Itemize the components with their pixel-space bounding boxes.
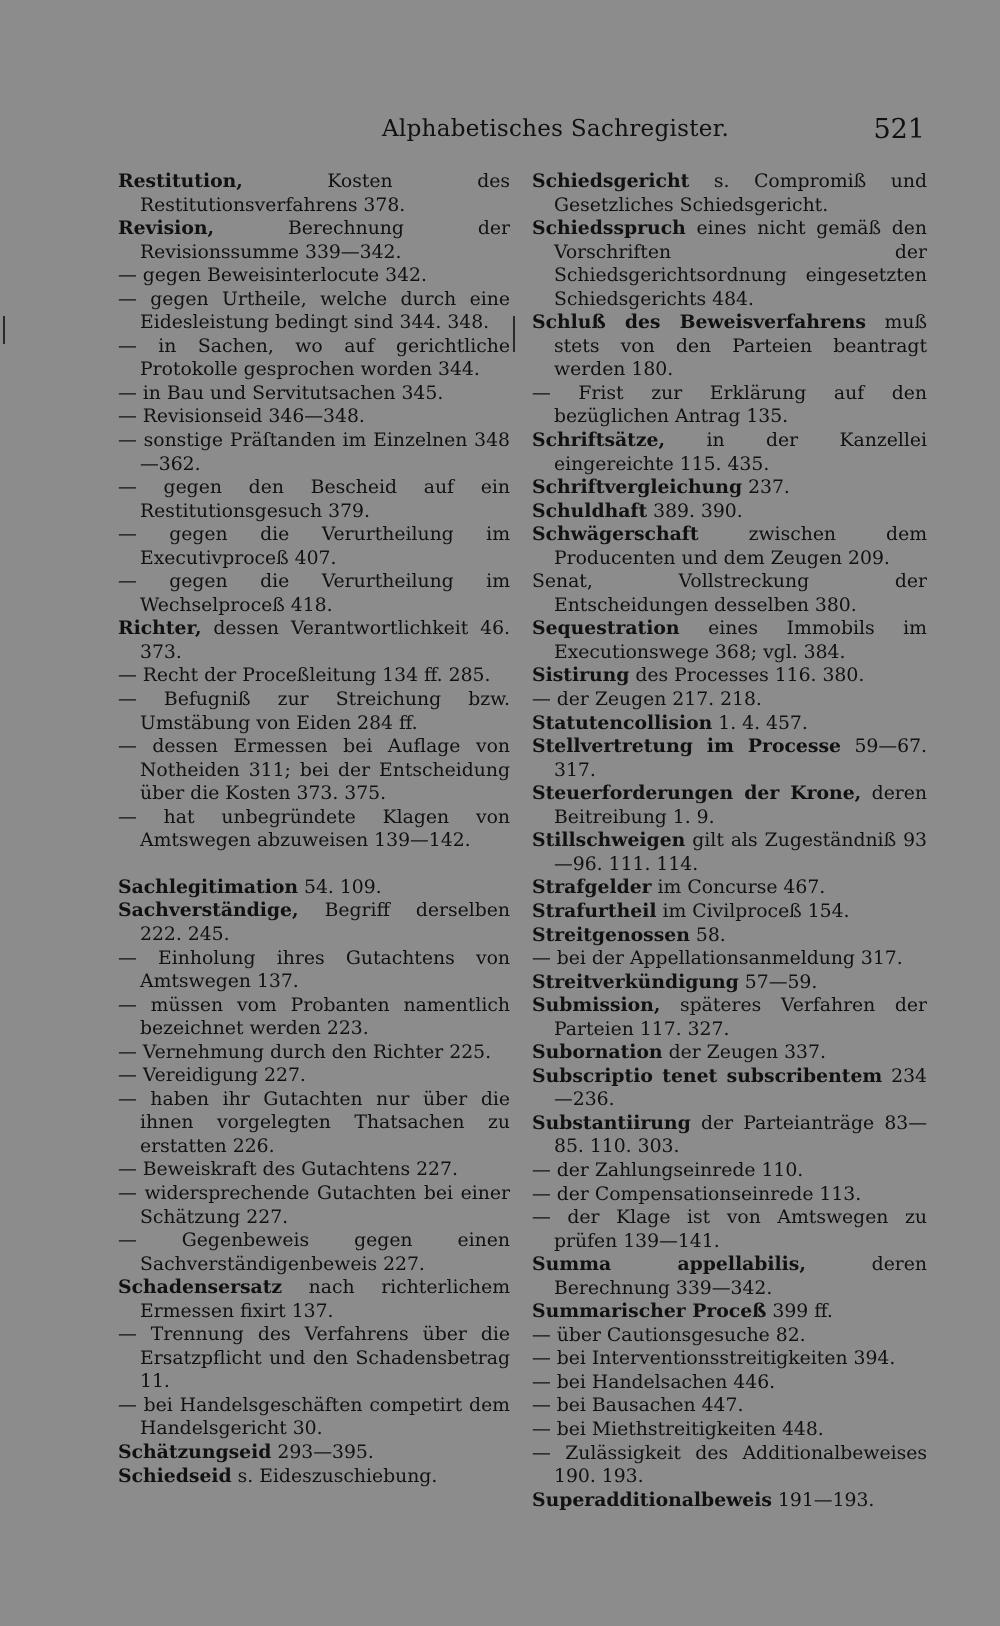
- index-entry: [118, 429, 510, 476]
- index-entry: [532, 217, 927, 311]
- index-entry-text: — in Sachen, wo auf gerichtliche Protokolle gesprochen worden 344.: [118, 335, 510, 381]
- index-entry-text: — über Cautionsgesuche 82.: [532, 1324, 806, 1346]
- index-entry-text: dessen Verantwortlichkeit 46. 373.: [140, 618, 510, 663]
- index-entry-text: eines Immobils im Executionswege 368; vgl. 384.: [554, 618, 927, 663]
- index-entry-text: — Beweiskraft des Gutachtens 227.: [118, 1159, 458, 1181]
- index-entry-text: im Concurse 467.: [651, 877, 826, 899]
- index-entry: [532, 924, 927, 948]
- index-headword: Summarischer Proceß: [532, 1300, 767, 1323]
- index-headword: Subornation: [532, 1041, 663, 1064]
- index-entry: [532, 500, 927, 524]
- index-entry: [118, 217, 510, 264]
- index-entry-text: — Einholung ihres Gutachtens von Amtswegen 137.: [118, 947, 510, 993]
- index-entry-text: — haben ihr Gutachten nur über die ihnen vorgelegten Thatsachen zu erstatten 226.: [118, 1088, 510, 1157]
- index-headword: Stillschweigen: [532, 829, 686, 852]
- index-entry: [118, 994, 510, 1041]
- index-entry: [532, 688, 927, 712]
- index-entry: [532, 617, 927, 664]
- index-entry: [532, 1371, 927, 1395]
- index-entry: [118, 523, 510, 570]
- index-entry: [532, 570, 927, 617]
- index-headword: Schiedseid: [118, 1464, 232, 1487]
- index-entry: [532, 1324, 927, 1348]
- index-entry: [118, 1064, 510, 1088]
- index-headword: Steuerforderungen der Krone,: [532, 782, 862, 805]
- index-headword: Sachverständige,: [118, 899, 299, 922]
- index-entry: [532, 1394, 927, 1418]
- index-column-left: [118, 170, 510, 1488]
- index-entry: [118, 664, 510, 688]
- index-entry-text: des Processes 116. 380.: [629, 665, 865, 687]
- index-entry: [532, 382, 927, 429]
- index-column-right: [532, 170, 927, 1512]
- index-entry: [532, 523, 927, 570]
- index-entry: [118, 617, 510, 664]
- index-entry-text: 58.: [689, 924, 726, 946]
- index-entry-text: 191—193.: [771, 1489, 875, 1511]
- page-header: [120, 112, 925, 152]
- index-entry: [532, 876, 927, 900]
- index-headword: Submission,: [532, 994, 661, 1017]
- index-entry: [118, 1158, 510, 1182]
- index-entry: [532, 971, 927, 995]
- index-entry-text: — hat unbegründete Klagen von Amtswegen abzuweisen 139—142.: [118, 806, 510, 852]
- index-entry: [118, 1229, 510, 1276]
- index-entry-text: — in Bau und Servitutsachen 345.: [118, 382, 444, 404]
- index-entry-text: — bei der Appellationsanmeldung 317.: [532, 948, 903, 970]
- index-entry-text: — gegen die Verurtheilung im Wechselproceß 418.: [118, 571, 510, 616]
- index-entry: [118, 288, 510, 335]
- index-entry-text: deren Beitreibung 1. 9.: [554, 783, 927, 828]
- index-entry: [118, 1465, 510, 1489]
- index-entry-text: 59—67. 317.: [554, 736, 927, 781]
- index-headword: Strafgelder: [532, 876, 652, 899]
- index-entry-text: 57—59.: [738, 971, 818, 993]
- index-entry: [118, 1394, 510, 1441]
- index-entry-text: — Zulässigkeit des Additionalbeweises 190. 193.: [532, 1442, 927, 1488]
- index-headword: Substantiirung: [532, 1111, 691, 1134]
- index-entry: [532, 1489, 927, 1513]
- index-entry-text: s. Compromiß und Gesetzliches Schiedsgericht.: [554, 171, 927, 216]
- index-entry-text: 399 ff.: [766, 1301, 833, 1323]
- index-entry: [118, 947, 510, 994]
- index-entry: [118, 1441, 510, 1465]
- index-entry-text: nach richterlichem Ermessen fixirt 137.: [140, 1277, 510, 1322]
- index-entry-text: — der Zeugen 217. 218.: [532, 689, 762, 711]
- index-entry: [118, 170, 510, 217]
- index-entry-text: — Recht der Proceßleitung 134 ff. 285.: [118, 665, 491, 687]
- index-entry: [532, 1206, 927, 1253]
- index-entry-text: 1. 4. 457.: [712, 712, 808, 734]
- index-entry: [118, 1276, 510, 1323]
- index-entry-text: — Vereidigung 227.: [118, 1065, 306, 1087]
- index-entry-text: — der Compensationseinrede 113.: [532, 1183, 862, 1205]
- index-entry: [118, 405, 510, 429]
- index-entry-text: Kosten des Restitutionsverfahrens 378.: [140, 171, 510, 216]
- index-entry: [118, 1088, 510, 1159]
- index-entry: [532, 170, 927, 217]
- index-headword: Revision,: [118, 217, 215, 240]
- index-headword: Summa appellabilis,: [532, 1253, 806, 1276]
- index-entry: [118, 735, 510, 806]
- index-headword: Schiedsspruch: [532, 217, 686, 240]
- index-headword: Schluß des Beweisverfahrens: [532, 311, 866, 334]
- index-entry-text: der Parteianträge 83—85. 110. 303.: [554, 1112, 927, 1158]
- index-entry-text: — gegen Urtheile, welche durch eine Eidesleistung bedingt sind 344. 348.: [118, 288, 510, 334]
- index-headword: Sachlegitimation: [118, 875, 299, 898]
- page-number: 521: [873, 114, 925, 145]
- index-entry-text: — bei Handelsachen 446.: [532, 1371, 776, 1393]
- index-entry-text: 293—395.: [271, 1441, 374, 1463]
- index-headword: Schätzungseid: [118, 1440, 272, 1463]
- index-entry: [118, 1323, 510, 1394]
- index-entry-text: — Revisionseid 346—348.: [118, 406, 365, 428]
- index-entry: [532, 664, 927, 688]
- index-entry: [118, 688, 510, 735]
- index-headword: Schadensersatz: [118, 1276, 283, 1299]
- index-entry-text: deren Berechnung 339—342.: [554, 1254, 927, 1299]
- index-entry: [532, 735, 927, 782]
- index-entry-text: Begriff derselben 222. 245.: [140, 900, 510, 945]
- index-entry-text: — widersprechende Gutachten bei einer Schätzung 227.: [118, 1182, 510, 1228]
- index-entry: [532, 1065, 927, 1112]
- index-headword: Schriftsätze,: [532, 429, 666, 452]
- index-entry-text: Berechnung der Revisionssumme 339—342.: [140, 218, 510, 263]
- index-entry: [532, 1418, 927, 1442]
- running-title: Alphabetisches Sachregister.: [382, 116, 730, 142]
- index-headword: Schwägerschaft: [532, 523, 699, 546]
- index-entry: [532, 1300, 927, 1324]
- index-entry-text: zwischen dem Producenten und dem Zeugen 209.: [554, 524, 927, 569]
- index-entry-text: — bei Bausachen 447.: [532, 1395, 744, 1417]
- index-entry: [532, 782, 927, 829]
- index-entry-text: — bei Interventionsstreitigkeiten 394.: [532, 1348, 896, 1370]
- index-entry: [118, 876, 510, 900]
- column-divider-mark: [513, 316, 515, 352]
- index-entry: [532, 712, 927, 736]
- index-headword: Subscriptio tenet subscribentem: [532, 1064, 883, 1087]
- index-headword: Superadditionalbeweis: [532, 1488, 772, 1511]
- index-headword: Statutencollision: [532, 711, 713, 734]
- index-entry-text: s. Eideszuschiebung.: [231, 1465, 438, 1487]
- index-entry: [532, 1041, 927, 1065]
- index-entry: [118, 476, 510, 523]
- index-entry: [118, 264, 510, 288]
- index-entry: [118, 1182, 510, 1229]
- index-headword: Sequestration: [532, 617, 680, 640]
- index-entry-text: 237.: [742, 477, 790, 499]
- index-entry-text: — bei Miethstreitigkeiten 448.: [532, 1418, 824, 1440]
- index-entry: [532, 947, 927, 971]
- index-entry: [532, 1253, 927, 1300]
- index-entry-text: eines nicht gemäß den Vorschriften der Schiedsgerichtsordnung eingesetzten Schiedsgerichts 484.: [554, 218, 927, 310]
- index-headword: Streitverkündigung: [532, 970, 739, 993]
- index-headword: Sistirung: [532, 664, 630, 687]
- index-entry-text: — bei Handelsgeschäften competirt dem Handelsgericht 30.: [118, 1394, 510, 1440]
- index-entry: [532, 994, 927, 1041]
- index-entry-text: — Gegenbeweis gegen einen Sachverständigenbeweis 227.: [118, 1230, 510, 1275]
- index-entry-text: — Vernehmung durch den Richter 225.: [118, 1041, 492, 1063]
- index-entry-text: — dessen Ermessen bei Auflage von Notheiden 311; bei der Entscheidung über die Kosten 373. 375.: [118, 736, 510, 805]
- index-entry: [532, 829, 927, 876]
- index-entry-text: — gegen den Bescheid auf ein Restitutionsgesuch 379.: [118, 477, 510, 522]
- index-entry-text: späteres Verfahren der Parteien 117. 327.: [554, 995, 927, 1040]
- index-entry: [532, 1347, 927, 1371]
- index-entry: [118, 382, 510, 406]
- index-entry-text: in der Kanzellei eingereichte 115. 435.: [554, 430, 927, 475]
- index-entry-text: Senat, Vollstreckung der Entscheidungen desselben 380.: [532, 571, 927, 616]
- index-entry-text: — Trennung des Verfahrens über die Ersatzpflicht und den Schadensbetrag 11.: [118, 1324, 510, 1393]
- index-entry: [532, 429, 927, 476]
- index-headword: Restitution,: [118, 170, 243, 192]
- index-entry: [118, 570, 510, 617]
- index-entry-text: — Befugniß zur Streichung bzw. Umstäbung von Eiden 284 ff.: [118, 689, 510, 734]
- index-entry: [532, 1442, 927, 1489]
- index-entry-text: — Frist zur Erklärung auf den bezüglichen Antrag 135.: [532, 382, 927, 428]
- index-entry-text: 234—236.: [554, 1065, 927, 1111]
- index-entry-text: — der Zahlungseinrede 110.: [532, 1159, 804, 1181]
- index-entry-text: 389. 390.: [647, 500, 743, 522]
- index-entry-text: — müssen vom Probanten namentlich bezeichnet werden 223.: [118, 994, 510, 1040]
- index-entry: [532, 311, 927, 382]
- index-entry: [118, 806, 510, 853]
- index-headword: Strafurtheil: [532, 899, 657, 922]
- index-headword: Stellvertretung im Processe: [532, 735, 841, 758]
- index-headword: Schuldhaft: [532, 499, 648, 522]
- index-entry: [118, 899, 510, 946]
- index-entry-text: muß stets von den Parteien beantragt werden 180.: [554, 312, 928, 381]
- index-entry-text: im Civilproceß 154.: [656, 900, 850, 922]
- index-entry: [532, 1183, 927, 1207]
- index-headword: Streitgenossen: [532, 923, 690, 946]
- index-entry: [532, 1159, 927, 1183]
- index-entry-text: der Zeugen 337.: [662, 1042, 826, 1064]
- index-entry-text: — gegen die Verurtheilung im Executivproceß 407.: [118, 524, 510, 569]
- margin-mark: [3, 316, 5, 344]
- index-entry-text: 54. 109.: [298, 876, 382, 898]
- index-entry: [532, 900, 927, 924]
- index-entry-text: gilt als Zugeständniß 93—96. 111. 114.: [554, 830, 927, 875]
- index-entry: [118, 335, 510, 382]
- index-entry: [532, 1112, 927, 1159]
- index-entry-text: — gegen Beweisinterlocute 342.: [118, 265, 427, 287]
- index-headword: Schriftvergleichung: [532, 476, 743, 499]
- index-headword: Schiedsgericht: [532, 170, 690, 192]
- index-entry: [532, 476, 927, 500]
- index-entry-text: — sonstige Präſtanden im Einzelnen 348—362.: [118, 430, 510, 475]
- index-headword: Richter,: [118, 617, 202, 640]
- index-entry: [118, 1041, 510, 1065]
- index-entry-text: — der Klage ist von Amtswegen zu prüfen 139—141.: [532, 1207, 927, 1252]
